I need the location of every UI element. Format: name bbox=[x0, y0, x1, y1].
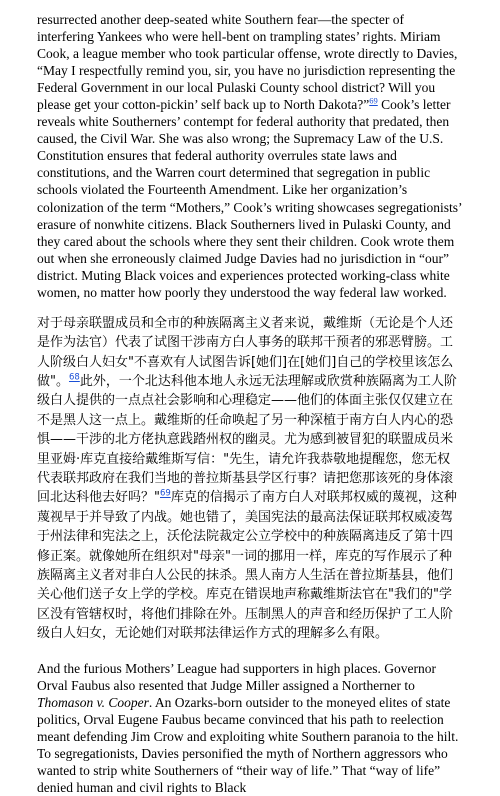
paragraph-2-text-a: 对于母亲联盟成员和全市的种族隔离主义者来说，戴维斯（无论是个人还是作为法官）代表了试图干涉南方白人事务的联邦干预者的邪恶臂膀。工人阶级白人妇女"不喜欢有人试图告诉[她们]在[她们]自己的学校里该怎么做"。 bbox=[37, 315, 454, 390]
paragraph-english-2 bbox=[37, 660, 462, 796]
paragraph-1-text-b: Cook’s letter reveals white Southerners’ contempt for federal authority that predated, then caused, the Civil War. She was also wrong; the Supremacy Law of the U.S. Constitution ensures that federal authority overrules state laws and constitutions, and the Warren court determined that segregation in public schools violated the Fourteenth Amendment. Like her organization’s colonization of the term “Mothers,” Cook’s writing showcases segregationists’ erasure of nonwhite citizens. Black Southerners lived in Pulaski County, and they cared about the schools where they sent their children. Cook wrote them out when she erroneously claimed Judge Davies had no jurisdiction in “our” district. Muting Black voices and experiences protected working-class white women, no matter how poorly they understood the way federal law worked. bbox=[37, 97, 462, 300]
paragraph-3-text-b: . An Ozarks-born outsider to the moneyed elites of state politics, Orval Eugene Faubus became convinced that his path to reelection meant defending Jim Crow and exploiting white Southern paranoia to the hilt. To segregationists, Davies personified the myth of Northern aggressors who wanted to strip white Southerners of “their way of life.” That “way of life” denied human and civil rights to Black bbox=[37, 694, 459, 796]
paragraph-1-text-a: resurrected another deep-seated white Southern fear—the specter of interfering Yankees who were hell-bent on trampling states’ rights. Miriam Cook, a league member who took particular offense, wrote directly to Davies, “May I respectfully remind you, sir, you have no jurisdiction representing the Federal Government in our local Pulaski County school district? Will you please get your cotton-pickin’ self back up to North Dakota?” bbox=[37, 12, 458, 113]
case-name: Thomason v. Cooper bbox=[37, 694, 149, 710]
paragraph-3-text-a: And the furious Mothers’ League had supporters in high places. Governor Orval Faubus also resented that Judge Miller assigned a Northerner to bbox=[37, 660, 437, 693]
paragraph-2-text-c: 库克的信揭示了南方白人对联邦权威的蔑视，这种蔑视早于并导致了内战。她也错了，美国宪法的最高法保证联邦权威凌驾于州法律和宪法之上，沃伦法院裁定公立学校中的种族隔离违反了第十四修正案。就像她所在组织对"母亲"一词的挪用一样，库克的写作展示了种族隔离主义者对非白人公民的抹杀。黑人南方人生活在普拉斯基县，他们关心他们送子女上学的学校。库克在错误地声称戴维斯法官在"我们的"学区没有管辖权时，将他们排除在外。压制黑人的声音和经历保护了工人阶级白人妇女，无论她们对联邦法律运作方式的理解多么有限。 bbox=[37, 490, 457, 642]
footnote-link-68[interactable]: 68 bbox=[68, 372, 80, 383]
footnote-ref-69[interactable] bbox=[369, 96, 378, 106]
footnote-link-69[interactable]: 69 bbox=[369, 95, 378, 106]
paragraph-2-text-b: 此外，一个北达科他本地人永远无法理解或欣赏种族隔离为工人阶级白人提供的一点点社会影响和心理稳定——他们的体面主张仅仅建立在不是黑人这一点上。戴维斯的任命唤起了另一种深植于南方白人内心的恐惧——干涉的北方佬执意践踏州权的幽灵。尤为感到被冒犯的联盟成员米里亚姆·库克直接给戴维斯写信："先生，请允许我恭敬地提醒您，您无权代表联邦政府在我们当地的普拉斯基县学区行事？请把您那该死的身体滚回北达科他去好吗？" bbox=[37, 374, 457, 506]
footnote-link-69-zh[interactable]: 69 bbox=[159, 489, 171, 500]
paragraph-chinese-translation bbox=[37, 314, 462, 644]
footnote-ref-69-zh[interactable] bbox=[160, 489, 171, 499]
footnote-ref-68[interactable] bbox=[69, 373, 80, 383]
paragraph-english-1 bbox=[37, 11, 462, 301]
